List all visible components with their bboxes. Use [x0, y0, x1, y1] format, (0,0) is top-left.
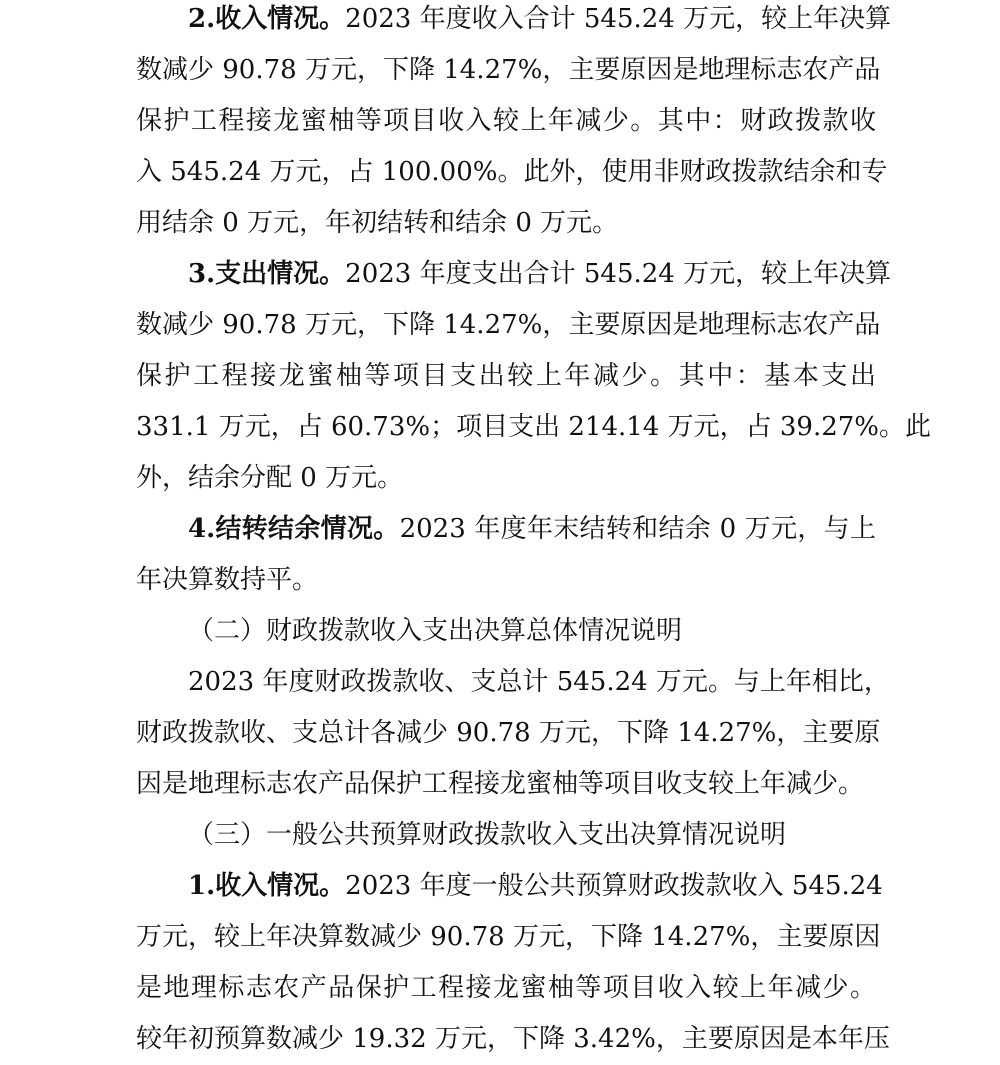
line-text: 是地理标志农产品保护工程接龙蜜柚等项目收入较上年减少。	[136, 973, 876, 1003]
line-text: 2023 年度收入合计 545.24 万元，较上年决算	[345, 4, 892, 34]
line-text: 用结余 0 万元，年初结转和结余 0 万元。	[136, 208, 619, 238]
text-line	[136, 351, 876, 402]
section-label: 2.收入情况。	[188, 4, 346, 34]
paragraph-expenditure	[136, 249, 932, 504]
document-body	[136, 0, 932, 1065]
line-text: 保护工程接龙蜜柚等项目支出较上年减少。其中：基本支出	[136, 361, 876, 391]
text-line	[136, 708, 881, 759]
text-line	[136, 810, 876, 861]
text-line	[136, 504, 876, 555]
line-text: 外，结余分配 0 万元。	[136, 463, 404, 493]
line-text: 年决算数持平。	[136, 565, 319, 595]
line-text: 万元，较上年决算数减少 90.78 万元，下降 14.27%，主要原因	[136, 922, 881, 952]
text-line	[136, 453, 876, 504]
line-text: 331.1 万元，占 60.73%；项目支出 214.14 万元，占 39.27%。此	[136, 412, 932, 442]
text-line	[136, 198, 876, 249]
line-text: 数减少 90.78 万元，下降 14.27%，主要原因是地理标志农产品	[136, 55, 881, 85]
text-line	[136, 45, 881, 96]
paragraph-income	[136, 0, 892, 249]
paragraph-carryover	[136, 504, 876, 606]
text-line	[136, 912, 881, 963]
text-line	[136, 300, 881, 351]
line-text: 保护工程接龙蜜柚等项目收入较上年减少。其中：财政拨款收	[136, 106, 876, 136]
text-line	[136, 963, 876, 1014]
section-label: 3.支出情况。	[188, 259, 346, 289]
section-label: 1.收入情况。	[188, 871, 346, 901]
paragraph-heading-3	[136, 810, 876, 861]
text-line	[136, 759, 876, 810]
text-line	[136, 657, 890, 708]
text-line	[136, 147, 888, 198]
text-line	[136, 861, 883, 912]
line-text: 因是地理标志农产品保护工程接龙蜜柚等项目收支较上年减少。	[136, 769, 865, 799]
text-line	[136, 555, 876, 606]
text-line	[136, 402, 932, 453]
text-line	[136, 96, 876, 147]
section-label: 4.结转结余情况。	[188, 514, 400, 544]
line-text: 2023 年度财政拨款收、支总计 545.24 万元。与上年相比，	[188, 667, 890, 697]
line-text: 2023 年度支出合计 545.24 万元，较上年决算	[345, 259, 892, 289]
text-line	[136, 0, 892, 45]
line-text: 入 545.24 万元，占 100.00%。此外，使用非财政拨款结余和专	[136, 157, 888, 187]
text-line	[136, 249, 892, 300]
paragraph-general-income	[136, 861, 890, 1065]
line-text: 财政拨款收、支总计各减少 90.78 万元，下降 14.27%，主要原	[136, 718, 881, 748]
line-text: （三）一般公共预算财政拨款收入支出决算情况说明	[188, 820, 787, 850]
document-page	[136, 0, 932, 1065]
text-line	[136, 606, 876, 657]
line-text: 数减少 90.78 万元，下降 14.27%，主要原因是地理标志农产品	[136, 310, 881, 340]
paragraph-heading-2	[136, 606, 876, 657]
paragraph-fiscal-total	[136, 657, 890, 810]
line-text: 2023 年度年末结转和结余 0 万元，与上	[399, 514, 876, 544]
line-text: 较年初预算数减少 19.32 万元，下降 3.42%，主要原因是本年压	[136, 1024, 890, 1054]
line-text: （二）财政拨款收入支出决算总体情况说明	[188, 616, 683, 646]
line-text: 2023 年度一般公共预算财政拨款收入 545.24	[345, 871, 883, 901]
text-line	[136, 1014, 890, 1065]
